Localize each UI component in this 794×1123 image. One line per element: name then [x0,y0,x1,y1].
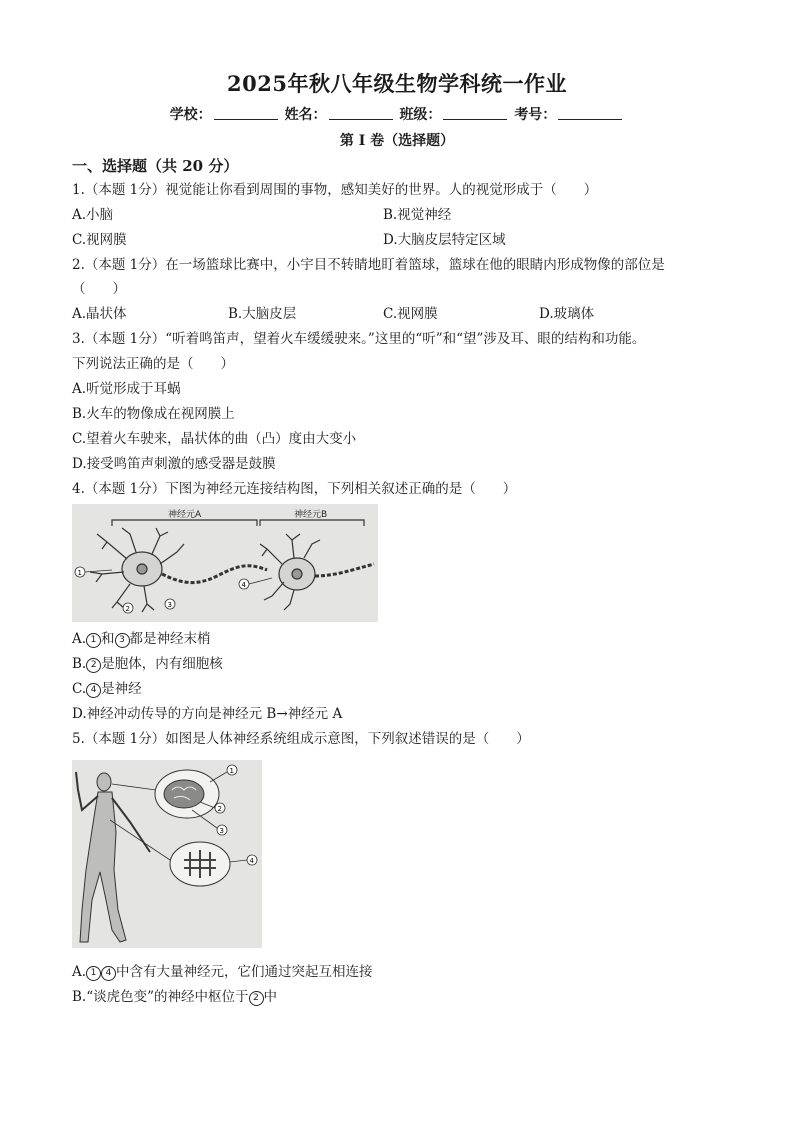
class-blank[interactable] [443,107,507,120]
circled-1: 1 [86,633,101,648]
q5-option-b-suffix: 中 [263,989,278,1005]
q1-option-a: A.小脑 [72,207,114,223]
class-label: 班级： [399,107,442,123]
q3-option-d: D.接受鸣笛声刺激的感受器是鼓膜 [72,456,276,472]
q3-option-c: C.望着火车驶来，晶状体的曲（凸）度由大变小 [72,431,357,447]
q4-option-b [72,655,223,673]
neuron-a-label: 神经元A [168,510,202,520]
volume-heading: 第 I 卷（选择题） [339,133,455,149]
neuron-connection-figure [72,504,378,622]
q1-option-b: B.视觉神经 [383,207,452,223]
circled-3: 3 [115,633,130,648]
q4-stem: 4.（本题 1分）下图为神经元连接结构图，下列相关叙述正确的是（ ） [72,481,517,497]
q2-option-c: C.视网膜 [383,306,438,322]
section-heading: 一、选择题（共 20 分） [72,157,239,175]
circled-4: 4 [86,683,101,698]
q2-stem: 2.（本题 1分）在一场篮球比赛中，小宇目不转睛地盯着篮球，篮球在他的眼睛内形成物像的部位是 [72,257,665,273]
q1-option-d: D.大脑皮层特定区域 [383,232,506,248]
q5-option-b [72,988,277,1006]
q2-option-a: A.晶状体 [72,306,127,322]
q4-option-b-text: 是胞体，内有细胞核 [101,656,223,672]
circled-1: 1 [86,966,101,981]
q4-option-c [72,680,142,698]
marker-4-text: 4 [241,581,246,589]
q3-stem: 3.（本题 1分）“听着鸣笛声，望着火车缓缓驶来。”这里的“听”和“望”涉及耳、眼的结构和功能。 [72,331,646,347]
q4-option-d: D.神经冲动传导的方向是神经元 B→神经元 A [72,706,343,722]
marker-2-text: 2 [125,605,130,613]
q4-option-b-prefix: B. [72,656,87,672]
marker-1-text: 1 [229,767,234,775]
q4-option-a [72,630,211,648]
school-blank[interactable] [214,107,278,120]
q5-option-a [72,963,373,981]
circled-4: 4 [101,966,116,981]
q5-option-b-text: B.“谈虎色变”的神经中枢位于 [72,989,249,1005]
q5-option-a-prefix: A. [72,964,87,980]
marker-4-text: 4 [249,857,254,865]
name-blank[interactable] [329,107,393,120]
number-label: 考号： [514,107,557,123]
q3-stem-cont: 下列说法正确的是（ ） [72,356,234,372]
q1-option-c: C.视网膜 [72,232,127,248]
q2-option-d: D.玻璃体 [539,306,595,322]
nervous-system-figure [72,760,262,948]
q1-stem: 1.（本题 1分）视觉能让你看到周围的事物，感知美好的世界。人的视觉形成于（ ） [72,182,598,198]
q2-option-b: B.大脑皮层 [228,306,297,322]
brain-icon [164,780,204,808]
marker-2-text: 2 [217,805,222,813]
q3-option-a: A.听觉形成于耳蜗 [72,381,181,397]
marker-3-text: 3 [167,601,172,609]
q4-option-a-prefix: A. [72,631,87,647]
q5-option-a-text: 中含有大量神经元，它们通过突起互相连接 [116,964,373,980]
student-info-line [0,104,794,124]
figure-background [72,504,378,622]
q4-option-c-prefix: C. [72,681,87,697]
circled-2: 2 [249,991,264,1006]
number-blank[interactable] [558,107,622,120]
q4-option-c-text: 是神经 [101,681,142,697]
q4-option-a-and: 和 [101,631,115,647]
document-title: 2025年秋八年级生物学科统一作业 [227,71,567,96]
circled-2: 2 [86,658,101,673]
school-label: 学校： [169,107,212,123]
name-label: 姓名： [284,107,327,123]
neuron-b-label: 神经元B [294,510,328,520]
q2-stem-cont: （ ） [72,281,126,297]
q5-stem: 5.（本题 1分）如图是人体神经系统组成示意图，下列叙述错误的是（ ） [72,731,530,747]
q4-option-a-text: 都是神经末梢 [129,631,211,647]
q3-option-b: B.火车的物像成在视网膜上 [72,406,235,422]
marker-3-text: 3 [219,827,224,835]
marker-1-text: 1 [77,569,82,577]
